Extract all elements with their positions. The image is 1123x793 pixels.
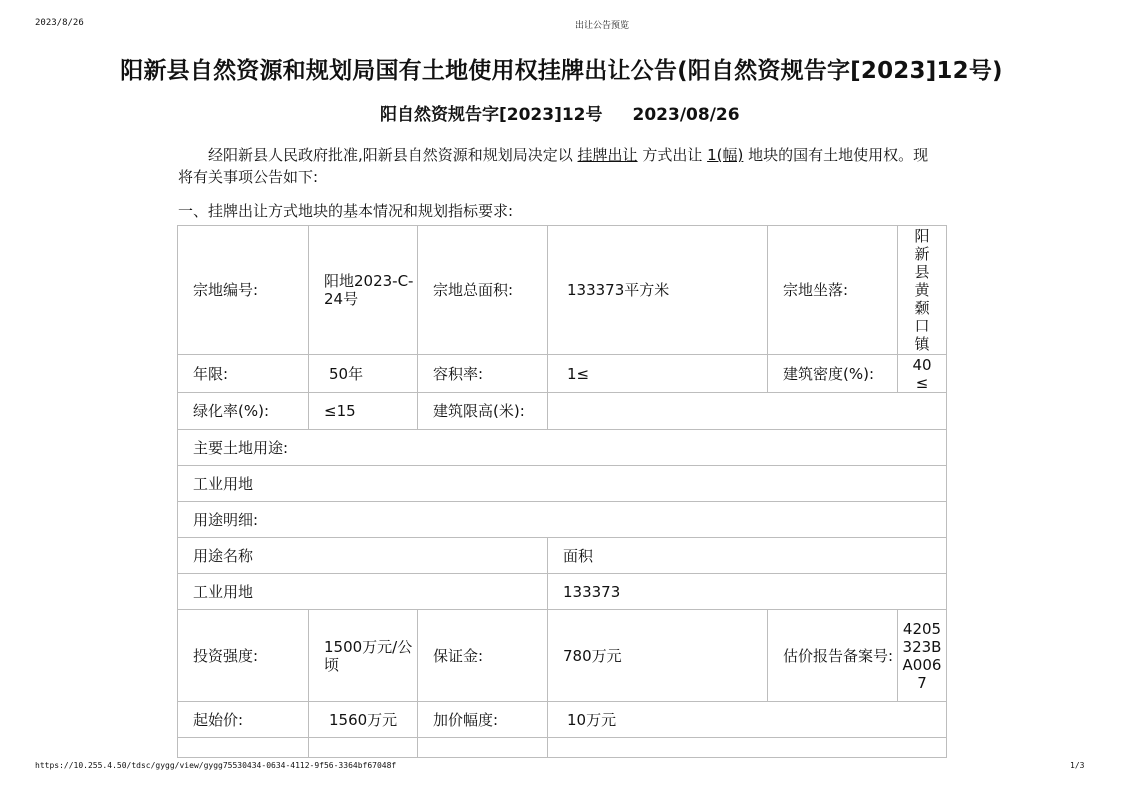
table-row: [178, 502, 947, 538]
empty-cell: [418, 738, 548, 758]
use-name-value: 工业用地: [178, 574, 548, 610]
increment-value: 10万元: [548, 702, 947, 738]
intro-text-b: 方式出让: [637, 146, 708, 164]
table-row: [178, 574, 947, 610]
report-value: 4205323BA0067: [902, 619, 942, 692]
table-row: [178, 610, 947, 702]
page-title: 阳新县自然资源和规划局国有土地使用权挂牌出让公告(阳自然资规告字[2023]12号): [120, 58, 1003, 84]
location-label: 宗地坐落:: [768, 226, 898, 355]
empty-cell: [548, 738, 947, 758]
term-value: 50年: [309, 355, 418, 393]
density-value-cell: [898, 355, 947, 393]
start-price-label: 起始价:: [178, 702, 309, 738]
area-value: 133373平方米: [548, 226, 768, 355]
print-date: 2023/8/26: [35, 18, 84, 28]
section-heading: 一、挂牌出让方式地块的基本情况和规划指标要求:: [178, 202, 514, 220]
height-value: [548, 393, 947, 430]
intro-text-a: 经阳新县人民政府批准,阳新县自然资源和规划局决定以: [208, 146, 578, 164]
parcel-count: 1(幅): [707, 146, 744, 164]
main-use-value: 工业用地: [178, 466, 947, 502]
table-row: [178, 538, 947, 574]
intro-paragraph: [178, 144, 938, 188]
page-url: https://10.255.4.50/tdsc/gygg/view/gygg75530434-0634-4112-9f56-3364bf67048f: [35, 761, 397, 770]
table-row: [178, 355, 947, 393]
print-header-title: 出让公告预览: [575, 21, 630, 31]
table-row: [178, 738, 947, 758]
document-number: 阳自然资规告字[2023]12号: [380, 105, 603, 125]
empty-cell: [178, 738, 309, 758]
start-price-value: 1560万元: [309, 702, 418, 738]
deposit-value: 780万元: [548, 610, 768, 702]
invest-label: 投资强度:: [178, 610, 309, 702]
parcel-no-label: 宗地编号:: [178, 226, 309, 355]
transfer-method: 挂牌出让: [577, 146, 638, 164]
subtitle: [380, 100, 770, 125]
location-value-cell: [898, 226, 947, 355]
height-label: 建筑限高(米):: [418, 393, 548, 430]
page-number: 1/3: [1070, 761, 1085, 770]
parcel-no-value: 阳地2023-C-24号: [309, 226, 418, 355]
increment-label: 加价幅度:: [418, 702, 548, 738]
table-row: [178, 702, 947, 738]
use-area-header: 面积: [548, 538, 947, 574]
green-value: ≤15: [309, 393, 418, 430]
table-row: [178, 430, 947, 466]
publish-date: 2023/08/26: [632, 105, 740, 125]
location-value: 阳新县黄颡口镇: [914, 227, 930, 353]
deposit-label: 保证金:: [418, 610, 548, 702]
use-detail-label: 用途明细:: [178, 502, 947, 538]
invest-value: 1500万元/公顷: [309, 610, 418, 702]
density-value: 40≤: [912, 355, 932, 392]
report-label: 估价报告备案号:: [768, 610, 898, 702]
use-name-header: 用途名称: [178, 538, 548, 574]
far-label: 容积率:: [418, 355, 548, 393]
main-use-label: 主要土地用途:: [178, 430, 947, 466]
density-label: 建筑密度(%):: [768, 355, 898, 393]
table-row: [178, 466, 947, 502]
intro-text-c: 地块的国有土地使用权。现将有关事项公告如下:: [178, 146, 929, 186]
area-label: 宗地总面积:: [418, 226, 548, 355]
table-row: [178, 226, 947, 355]
report-value-cell: [898, 610, 947, 702]
table-row: [178, 393, 947, 430]
empty-cell: [309, 738, 418, 758]
use-area-value: 133373: [548, 574, 947, 610]
term-label: 年限:: [178, 355, 309, 393]
far-value: 1≤: [548, 355, 768, 393]
green-label: 绿化率(%):: [178, 393, 309, 430]
parcel-info-table: [177, 225, 947, 758]
